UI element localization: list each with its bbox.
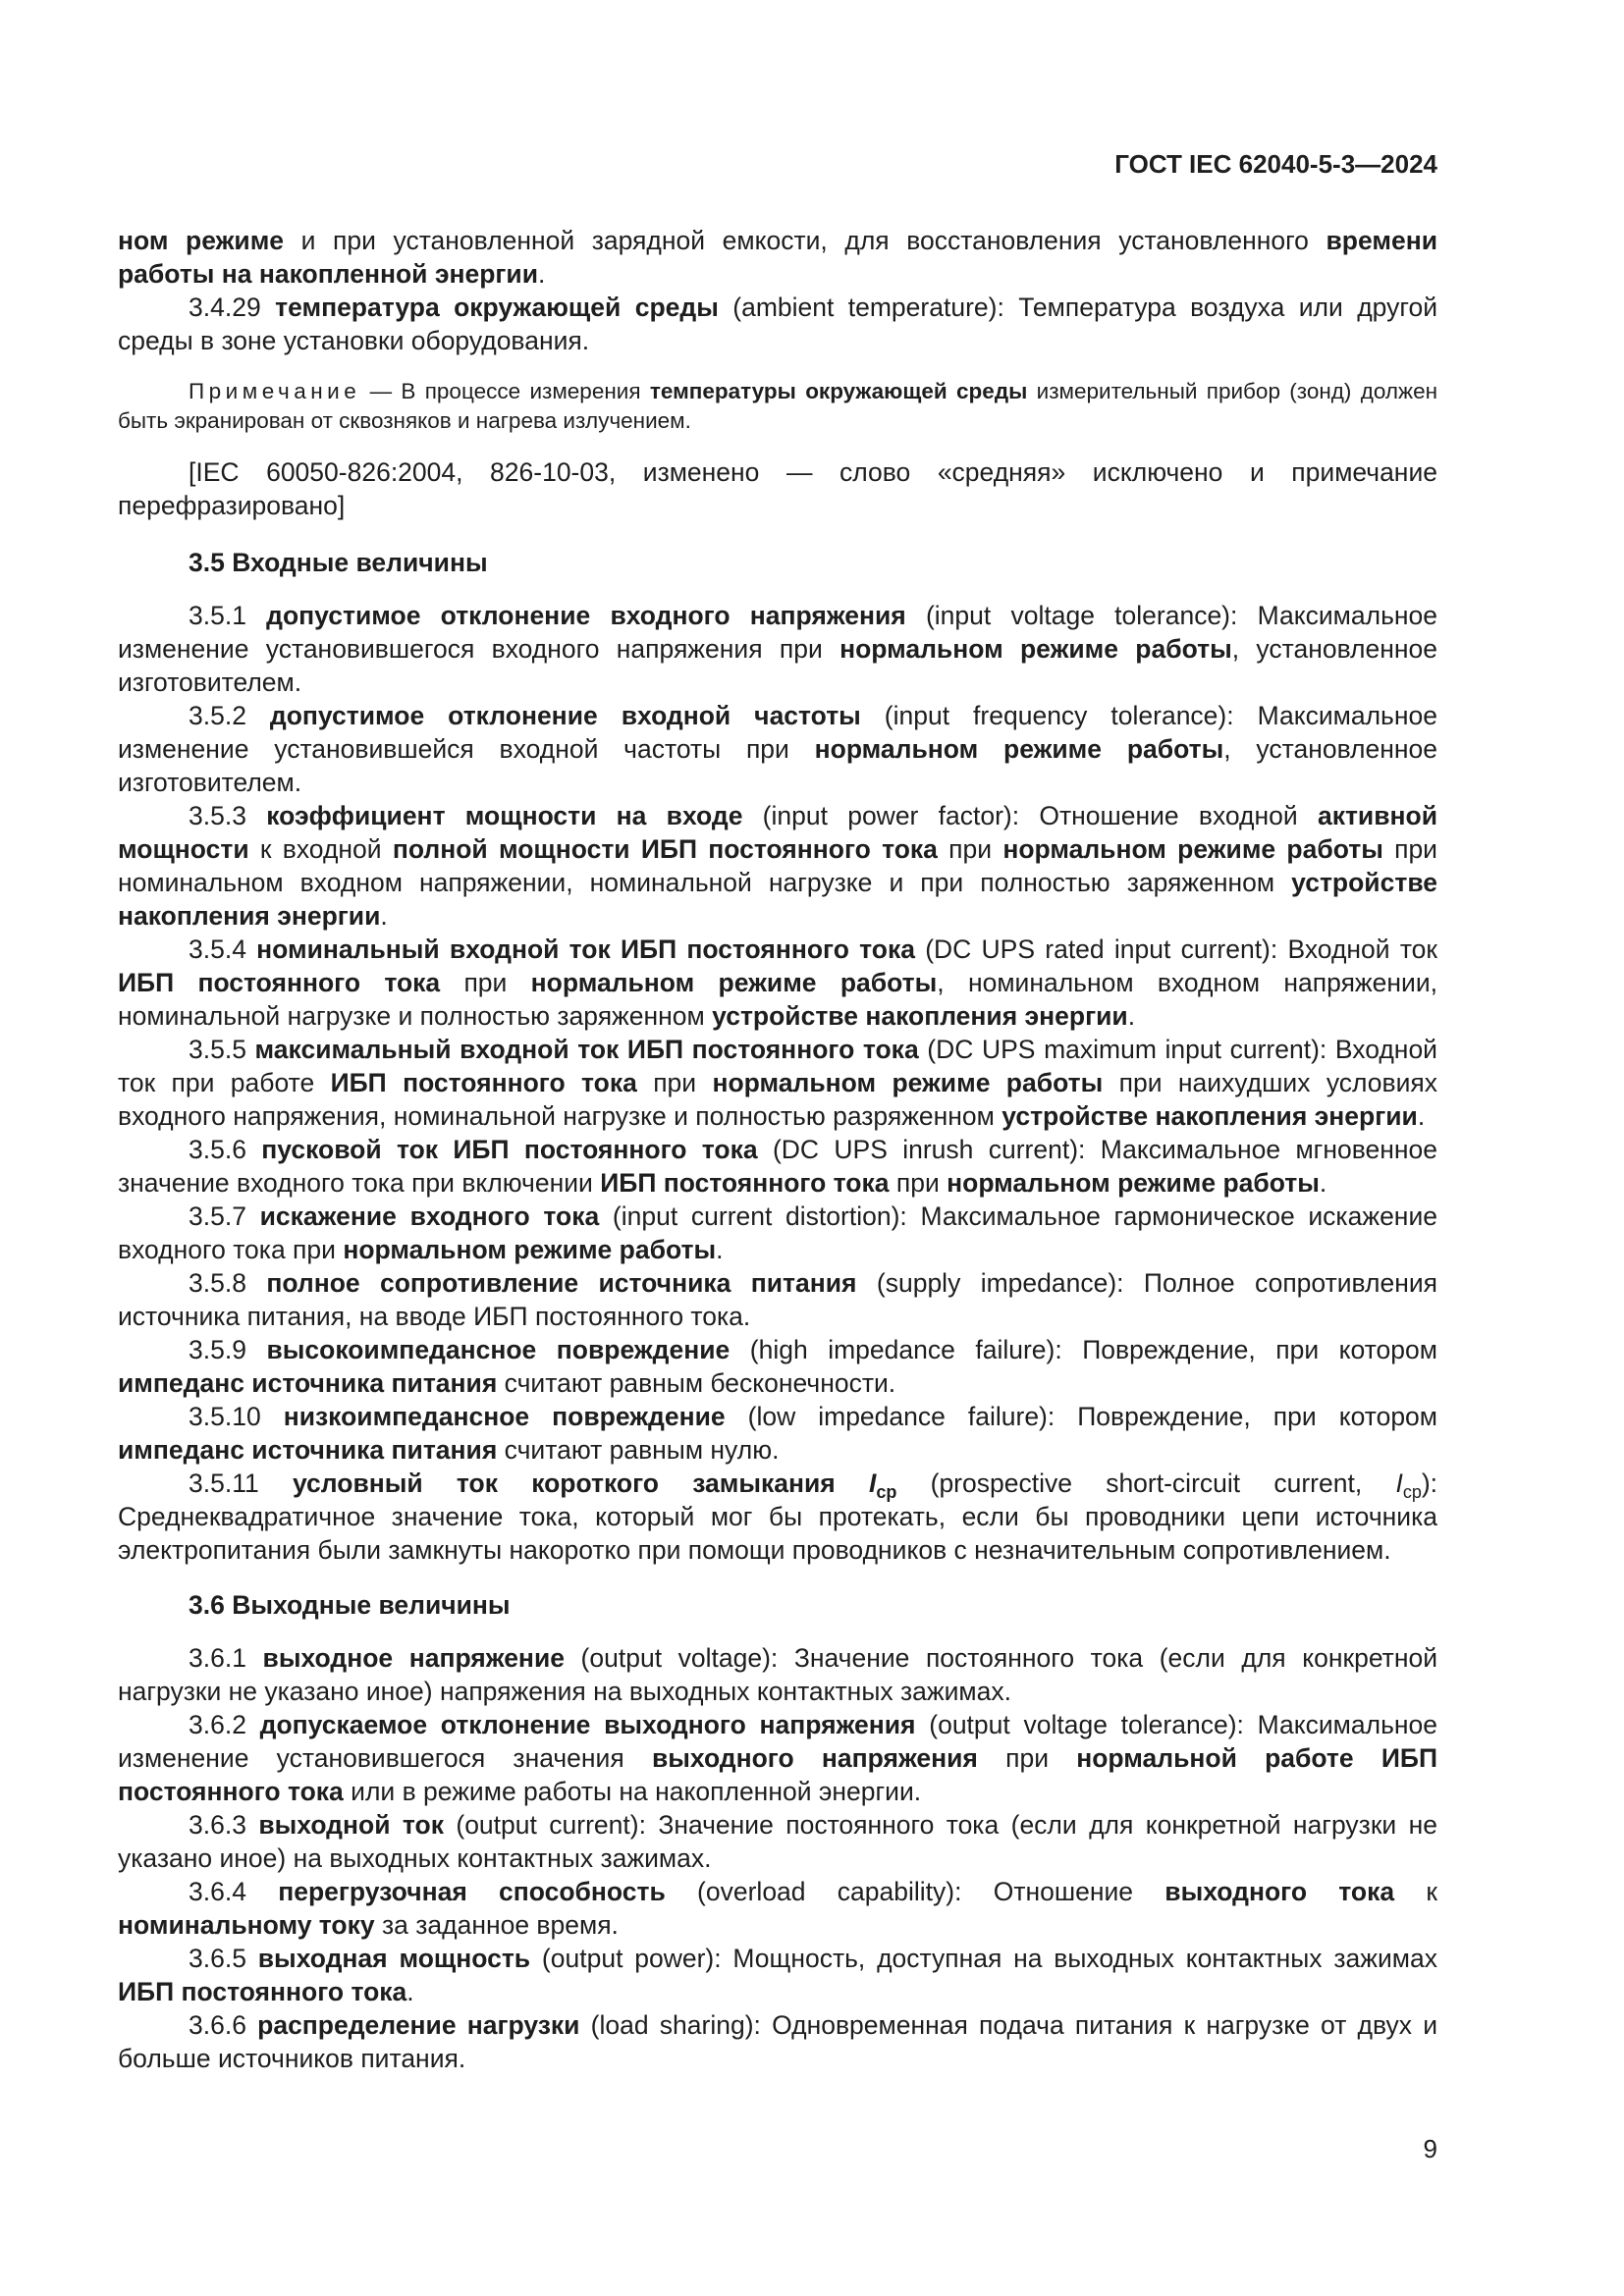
text: . xyxy=(406,1977,414,2006)
term: нормальном режиме работы xyxy=(1002,834,1383,864)
term: импеданс источника питания xyxy=(118,1368,498,1398)
text: (output voltage tolerance): Максимальное изменение установившегося значения xyxy=(118,1710,1437,1773)
text: . xyxy=(1127,1001,1136,1031)
text: (supply impedance): Полное сопротивления источника питания, на вводе ИБП постоянного тока. xyxy=(118,1268,1437,1331)
paragraph-3-5-11 xyxy=(118,1467,1437,1567)
term: выходной ток xyxy=(258,1810,444,1840)
page-content xyxy=(118,224,1437,2075)
term: устройстве накопления энергии xyxy=(1001,1101,1418,1131)
term: ном режиме xyxy=(118,226,285,255)
text: (prospective short-circuit current, xyxy=(896,1468,1396,1498)
clause-number: 3.6.6 xyxy=(189,2010,258,2040)
text: (input voltage tolerance): Максимальное изменение установившегося входного напряжения при xyxy=(118,601,1437,664)
clause-number: 3.5.8 xyxy=(189,1268,267,1298)
term: нормальной работе ИБП постоянного тока xyxy=(118,1743,1437,1806)
term: полной мощности ИБП постоянного тока xyxy=(392,834,938,864)
paragraph-3-6-4 xyxy=(118,1875,1437,1942)
clause-number: 3.5.1 xyxy=(189,601,267,630)
term: пусковой ток ИБП постоянного тока xyxy=(261,1135,758,1164)
term: допустимое отклонение входной частоты xyxy=(269,701,861,730)
term: нормальном режиме работы xyxy=(839,634,1232,664)
term: допустимое отклонение входного напряжения xyxy=(266,601,906,630)
term: номинальному току xyxy=(118,1910,375,1940)
clause-number: 3.5.2 xyxy=(189,701,270,730)
clause-number: 3.5.5 xyxy=(189,1035,255,1064)
paragraph-3-6-5 xyxy=(118,1942,1437,2008)
paragraph-3-5-4 xyxy=(118,933,1437,1033)
paragraph-3-4-29 xyxy=(118,291,1437,357)
text: . xyxy=(716,1235,724,1264)
paragraph-3-5-5 xyxy=(118,1033,1437,1133)
text: (overload capability): Отношение xyxy=(665,1877,1165,1906)
text: . xyxy=(1417,1101,1426,1131)
text: (low impedance failure): Повреждение, при котором xyxy=(725,1402,1438,1431)
clause-number: 3.5.10 xyxy=(189,1402,284,1431)
term: низкоимпедансное повреждение xyxy=(283,1402,726,1431)
paragraph-3-5-8 xyxy=(118,1266,1437,1333)
text: . xyxy=(1319,1168,1327,1198)
text: при xyxy=(889,1168,947,1198)
text: (DC UPS maximum input current): Входной ток при работе xyxy=(118,1035,1437,1097)
symbol-subscript: cp xyxy=(1402,1482,1422,1502)
text: (input frequency tolerance): Максимальное изменение установившейся входной частоты при xyxy=(118,701,1437,764)
term: условный ток короткого замыкания xyxy=(292,1468,869,1498)
term: полное сопротивление источника питания xyxy=(266,1268,857,1298)
term: нормальном режиме работы xyxy=(947,1168,1320,1198)
term: искажение входного тока xyxy=(259,1201,600,1231)
clause-number: 3.6.4 xyxy=(189,1877,279,1906)
text: (input current distortion): Максимальное гармоническое искажение входного тока при xyxy=(118,1201,1437,1264)
clause-number: 3.4.29 xyxy=(189,293,276,322)
note xyxy=(118,377,1437,436)
text: измерительный прибор (зонд) должен быть экранирован от сквозняков и нагрева излучением. xyxy=(118,379,1438,433)
text: при xyxy=(977,1743,1077,1773)
page-number: 9 xyxy=(1423,2134,1437,2163)
paragraph-3-5-2 xyxy=(118,699,1437,799)
text: за заданное время. xyxy=(374,1910,619,1940)
term: максимальный входной ток ИБП постоянного тока xyxy=(254,1035,919,1064)
paragraph-continuation xyxy=(118,224,1437,291)
symbol: I xyxy=(869,1468,877,1498)
text: и при установленной зарядной емкости, для восстановления установленного xyxy=(284,226,1326,255)
document-id: ГОСТ IEC 62040-5-3—2024 xyxy=(1114,149,1437,179)
term: распределение нагрузки xyxy=(257,2010,580,2040)
clause-number: 3.5.7 xyxy=(189,1201,260,1231)
term: выходного напряжения xyxy=(651,1743,978,1773)
term: нормальном режиме работы xyxy=(814,734,1224,764)
clause-number: 3.5.3 xyxy=(189,801,267,830)
text: . xyxy=(538,259,546,289)
text: считают равным нулю. xyxy=(497,1435,780,1465)
paragraph-3-6-6 xyxy=(118,2008,1437,2075)
term: номинальный входной ток ИБП постоянного тока xyxy=(256,934,915,964)
term: ИБП постоянного тока xyxy=(600,1168,890,1198)
text: при номинальном входном напряжении, номинальной нагрузке и при полностью заряженном xyxy=(118,834,1437,897)
paragraph-3-6-1 xyxy=(118,1641,1437,1708)
term: высокоимпедансное повреждение xyxy=(266,1335,731,1364)
clause-number: 3.5.6 xyxy=(189,1135,262,1164)
clause-number: 3.6.3 xyxy=(189,1810,259,1840)
term: ИБП постоянного тока xyxy=(330,1068,637,1097)
paragraph-3-6-3 xyxy=(118,1808,1437,1875)
term: активной мощности xyxy=(118,801,1437,864)
term: допускаемое отклонение выходного напряжения xyxy=(259,1710,916,1739)
term: коэффициент мощности на входе xyxy=(266,801,743,830)
symbol-subscript: cp xyxy=(876,1482,897,1502)
paragraph-3-5-6 xyxy=(118,1133,1437,1200)
text: к xyxy=(1394,1877,1437,1906)
term: устройстве накопления энергии xyxy=(712,1001,1128,1031)
text: , номинальном входном напряжении, номинальной нагрузке и полностью заряженном xyxy=(118,968,1437,1031)
text: (high impedance failure): Повреждение, при котором xyxy=(730,1335,1437,1364)
paragraph-3-5-9 xyxy=(118,1333,1437,1400)
text: (DC UPS inrush current): Максимальное мгновенное значение входного тока при включении xyxy=(118,1135,1437,1198)
clause-number: 3.6.1 xyxy=(189,1643,263,1673)
term: выходное напряжение xyxy=(262,1643,565,1673)
text: . xyxy=(380,901,388,931)
reference: [IEC 60050-826:2004, 826-10-03, изменено — слово «средняя» исключено и примечание перефразировано] xyxy=(118,457,1437,520)
text: (ambient temperature): Температура воздуха или другой среды в зоне установки оборудования. xyxy=(118,293,1437,355)
text: при наихудших условиях входного напряжения, номинальной нагрузке и полностью разряженном xyxy=(118,1068,1437,1131)
clause-number: 3.6.5 xyxy=(189,1944,258,1973)
text: (input power factor): Отношение входной xyxy=(742,801,1318,830)
text: при xyxy=(440,968,531,997)
term: нормальном режиме работы xyxy=(712,1068,1104,1097)
clause-number: 3.5.9 xyxy=(189,1335,267,1364)
text: , установленное изготовителем. xyxy=(118,634,1437,697)
text: или в режиме работы на накопленной энергии. xyxy=(343,1777,922,1806)
text: при xyxy=(937,834,1003,864)
term: устройстве накопления энергии xyxy=(118,868,1437,931)
paragraph-3-5-3 xyxy=(118,799,1437,933)
section-heading-3-5: 3.5 Входные величины xyxy=(189,548,488,577)
note-label: Примечание xyxy=(189,379,361,403)
text: при xyxy=(636,1068,713,1097)
clause-number: 3.6.2 xyxy=(189,1710,260,1739)
clause-number: 3.5.11 xyxy=(189,1468,293,1498)
text: , установленное изготовителем. xyxy=(118,734,1437,797)
text: считают равным бесконечности. xyxy=(497,1368,896,1398)
text: к входной xyxy=(248,834,393,864)
paragraph-3-5-1 xyxy=(118,599,1437,699)
paragraph-3-6-2 xyxy=(118,1708,1437,1808)
term: нормальном режиме работы xyxy=(343,1235,717,1264)
term: перегрузочная способность xyxy=(278,1877,666,1906)
text: (output current): Значение постоянного тока (если для конкретной нагрузки не указано иное) на выходных контактных зажимах. xyxy=(118,1810,1437,1873)
term: времени работы на накопленной энергии xyxy=(118,226,1437,289)
text: — В процессе измерения xyxy=(360,379,650,403)
text: (DC UPS rated input current): Входной ток xyxy=(914,934,1437,964)
term: выходного тока xyxy=(1164,1877,1395,1906)
term: ИБП постоянного тока xyxy=(118,968,441,997)
paragraph-3-5-10 xyxy=(118,1400,1437,1467)
text: ): Среднеквадратичное значение тока, который мог бы протекать, если бы проводники цепи источника электропитания были замкнуты накоротко при помощи проводников с незначительным сопротивлением. xyxy=(118,1468,1438,1565)
term: выходная мощность xyxy=(257,1944,531,1973)
term: ИБП постоянного тока xyxy=(118,1977,407,2006)
term: температура окружающей среды xyxy=(275,293,719,322)
term: температуры окружающей среды xyxy=(649,379,1028,403)
text: (load sharing): Одновременная подача питания к нагрузке от двух и больше источников питания. xyxy=(118,2010,1437,2073)
paragraph-3-5-7 xyxy=(118,1200,1437,1266)
symbol: I xyxy=(1395,1468,1403,1498)
clause-number: 3.5.4 xyxy=(189,934,257,964)
section-heading-3-6: 3.6 Выходные величины xyxy=(189,1590,511,1620)
term: нормальном режиме работы xyxy=(530,968,938,997)
text: (output voltage): Значение постоянного тока (если для конкретной нагрузки не указано иное) напряжения на выходных контактных зажимах. xyxy=(118,1643,1437,1706)
text: (output power): Мощность, доступная на выходных контактных зажимах xyxy=(530,1944,1437,1973)
term: импеданс источника питания xyxy=(118,1435,498,1465)
